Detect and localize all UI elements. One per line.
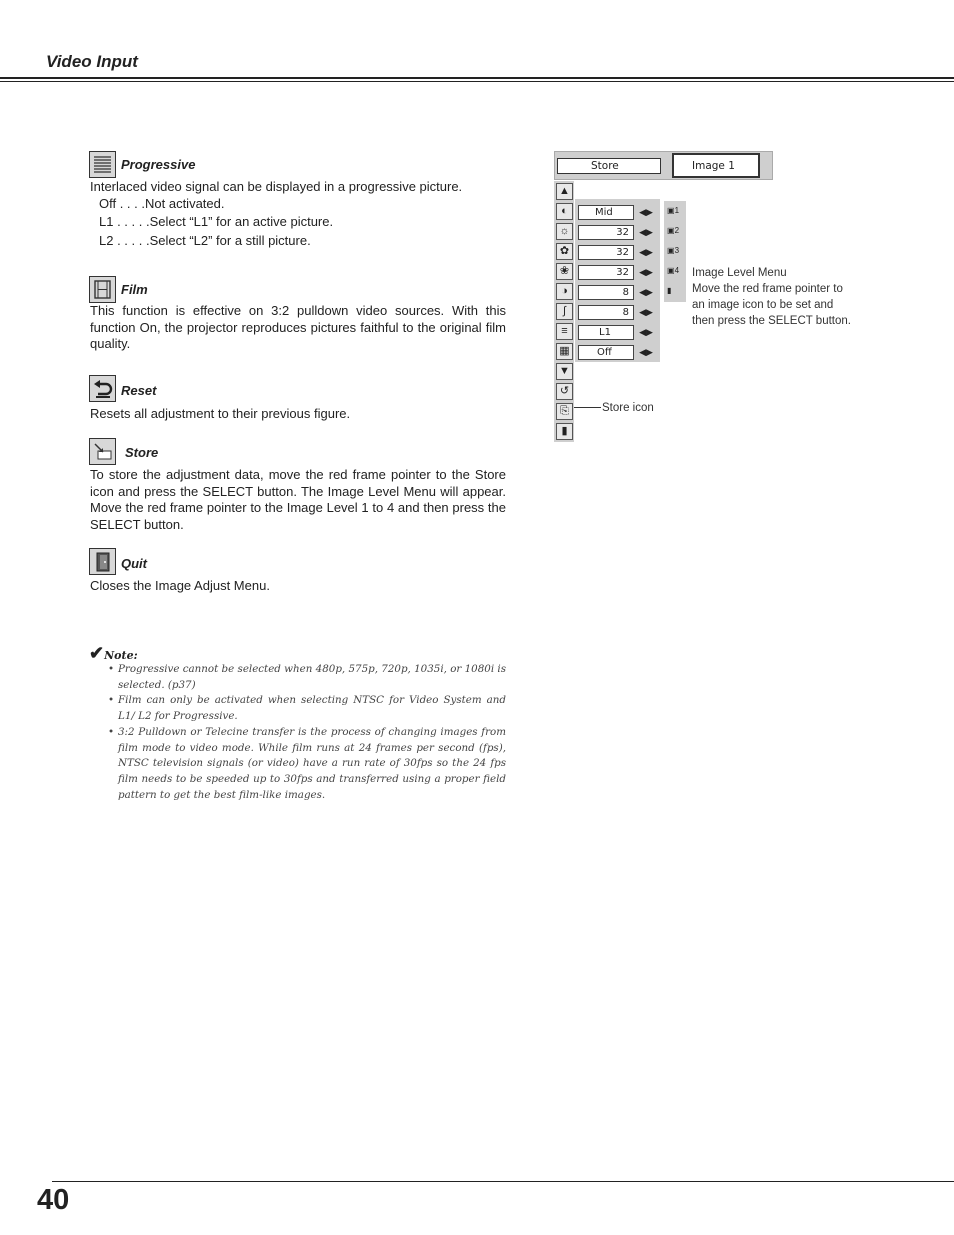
store-icon-label: Store icon bbox=[602, 402, 654, 414]
progressive-value: L1 bbox=[578, 325, 634, 340]
image-level-callout-text: Move the red frame pointer to an image icon to be set and then press the SELECT button. bbox=[692, 283, 851, 327]
film-title: Film bbox=[121, 282, 148, 297]
adjust-arrows-icon[interactable]: ◀▶ bbox=[639, 227, 653, 237]
store-icon-leader bbox=[574, 407, 601, 408]
gamma-value: 8 bbox=[578, 305, 634, 320]
image-level-1[interactable]: ▣1 bbox=[667, 206, 680, 215]
note-list bbox=[108, 662, 506, 803]
note-heading bbox=[89, 643, 138, 664]
quit-title: Quit bbox=[121, 556, 147, 571]
adjust-arrows-icon[interactable]: ◀▶ bbox=[639, 287, 653, 297]
quit-icon bbox=[89, 548, 116, 575]
note-label: Note: bbox=[104, 649, 138, 662]
sharpness-value: 8 bbox=[578, 285, 634, 300]
store-icon bbox=[89, 438, 116, 465]
quit-text: Closes the Image Adjust Menu. bbox=[90, 578, 270, 593]
reset-title: Reset bbox=[121, 383, 157, 398]
store-title: Store bbox=[125, 445, 159, 460]
color-icon[interactable]: ✿ bbox=[556, 243, 573, 260]
progressive-option-off: Off . . . .Not activated. bbox=[99, 196, 225, 211]
film-value: Off bbox=[578, 345, 634, 360]
progressive-option-l1: L1 . . . . .Select “L1” for an active picture. bbox=[99, 214, 334, 229]
brightness-value: 32 bbox=[578, 225, 634, 240]
reset-text: Resets all adjustment to their previous figure. bbox=[90, 406, 351, 421]
brightness-icon[interactable]: ☼ bbox=[556, 223, 573, 240]
adjust-arrows-icon[interactable]: ◀▶ bbox=[639, 207, 653, 217]
image-level-4[interactable]: ▣4 bbox=[667, 266, 680, 275]
page-header-title: Video Input bbox=[46, 52, 138, 71]
adjust-arrows-icon[interactable]: ◀▶ bbox=[639, 247, 653, 257]
note-item: • Film can only be activated when selecting NTSC for Video System and L1/ L2 for Progressive. bbox=[108, 693, 506, 724]
adjust-arrows-icon[interactable]: ◀▶ bbox=[639, 267, 653, 277]
adjust-arrows-icon[interactable]: ◀▶ bbox=[639, 307, 653, 317]
progressive-icon bbox=[89, 151, 116, 178]
image-level-quit-icon[interactable]: ▮ bbox=[667, 286, 672, 295]
header-rule bbox=[0, 77, 954, 79]
store-text: To store the adjustment data, move the red frame pointer to the Store icon and press the SELECT button. The Image Level Menu will appear. Move the red frame pointer to the Image Level 1 to 4 and then press the SELECT button. bbox=[90, 467, 506, 532]
note-item: • Progressive cannot be selected when 480p, 575p, 720p, 1035i, or 1080i is selected. (p37) bbox=[108, 662, 506, 693]
scroll-down-icon[interactable]: ▼ bbox=[556, 363, 573, 380]
store-field: Store bbox=[557, 158, 661, 174]
footer-rule bbox=[52, 1181, 954, 1182]
scroll-up-icon[interactable]: ▲ bbox=[556, 183, 573, 200]
tint-value: 32 bbox=[578, 265, 634, 280]
image-level-callout bbox=[692, 265, 852, 329]
note-item: • 3:2 Pulldown or Telecine transfer is the process of changing images from film mode to video mode. While film runs at 24 frames per second (fps), NTSC television signals (or video) have a run rate of 30fps so the 24 fps film needs to be speeded up to 30fps and transferred using a proper field pattern to get the best film-like images. bbox=[108, 725, 506, 804]
contrast-value: Mid bbox=[578, 205, 634, 220]
image-level-callout-title: Image Level Menu bbox=[692, 267, 787, 279]
gamma-icon[interactable]: ∫ bbox=[556, 303, 573, 320]
progressive-title: Progressive bbox=[121, 157, 196, 172]
sharpness-icon[interactable]: ◑ bbox=[556, 283, 573, 300]
color-value: 32 bbox=[578, 245, 634, 260]
adjust-arrows-icon[interactable]: ◀▶ bbox=[639, 347, 653, 357]
adjust-arrows-icon[interactable]: ◀▶ bbox=[639, 327, 653, 337]
store-menu-icon[interactable]: ⎘ bbox=[556, 403, 573, 420]
progressive-menu-icon[interactable]: ≡ bbox=[556, 323, 573, 340]
film-icon bbox=[89, 276, 116, 303]
reset-menu-icon[interactable]: ↺ bbox=[556, 383, 573, 400]
header-rule-thin bbox=[0, 81, 954, 82]
contrast-icon[interactable]: ◐ bbox=[556, 203, 573, 220]
checkmark-icon: ✔ bbox=[89, 643, 105, 663]
film-text: This function is effective on 3:2 pulldown video sources. With this function On, the projector reproduces pictures faithful to the original film quality. bbox=[90, 303, 506, 351]
film-menu-icon[interactable]: ▦ bbox=[556, 343, 573, 360]
progressive-intro: Interlaced video signal can be displayed in a progressive picture. bbox=[90, 179, 463, 194]
image-level-2[interactable]: ▣2 bbox=[667, 226, 680, 235]
quit-menu-icon[interactable]: ▮ bbox=[556, 423, 573, 440]
reset-icon bbox=[89, 375, 116, 402]
page-number: 40 bbox=[37, 1184, 70, 1216]
image-level-field: Image 1 bbox=[672, 153, 760, 178]
image-level-3[interactable]: ▣3 bbox=[667, 246, 680, 255]
tint-icon[interactable]: ❀ bbox=[556, 263, 573, 280]
progressive-option-l2: L2 . . . . .Select “L2” for a still picture. bbox=[99, 233, 311, 248]
